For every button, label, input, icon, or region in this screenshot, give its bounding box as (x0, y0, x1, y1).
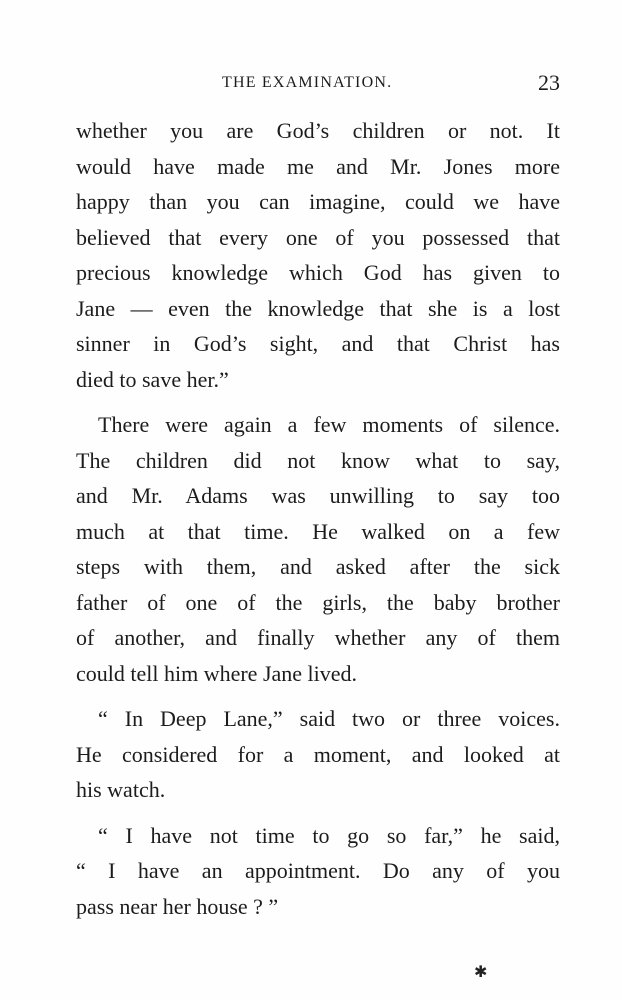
paragraph (76, 407, 560, 691)
text-line: father of one of the girls, the baby brother (76, 589, 560, 615)
paragraph (76, 113, 560, 397)
text-line: happy than you can imagine, could we have (76, 189, 560, 214)
text-line: pass near her house ? ” (76, 893, 279, 919)
text-line: The children did not know what to say, (76, 447, 560, 473)
text-line: steps with them, and asked after the sick (76, 554, 560, 579)
running-title: THE EXAMINATION. (222, 74, 393, 91)
text-line: whether you are God’s children or not. It (76, 118, 560, 143)
text-line: his watch. (76, 777, 166, 802)
text-line: died to save her.” (76, 366, 229, 392)
text-line: sinner in God’s sight, and that Christ has (76, 331, 560, 356)
asterisk-ornament-icon: ✱ (474, 964, 488, 981)
running-head (76, 68, 560, 98)
text-line: “ In Deep Lane,” said two or three voices. (98, 706, 560, 731)
text-line: believed that every one of you possessed that (76, 224, 560, 250)
text-line: He considered for a moment, and looked at (76, 741, 560, 767)
paragraph (76, 701, 560, 808)
text-line: could tell him where Jane lived. (76, 660, 358, 686)
paragraph (76, 818, 560, 925)
body-text (76, 113, 560, 924)
text-line: “ I have an appointment. Do any of you (76, 858, 560, 883)
text-line: of another, and finally whether any of them (76, 625, 560, 650)
text-line: precious knowledge which God has given to (76, 260, 560, 285)
page-number: 23 (538, 70, 560, 95)
text-line: much at that time. He walked on a few (76, 518, 560, 544)
text-line: There were again a few moments of silence. (98, 412, 560, 437)
text-line: “ I have not time to go so far,” he said, (98, 822, 560, 848)
text-line: Jane — even the knowledge that she is a lost (76, 295, 560, 321)
text-line: and Mr. Adams was unwilling to say too (76, 483, 560, 508)
text-line: would have made me and Mr. Jones more (76, 153, 560, 179)
